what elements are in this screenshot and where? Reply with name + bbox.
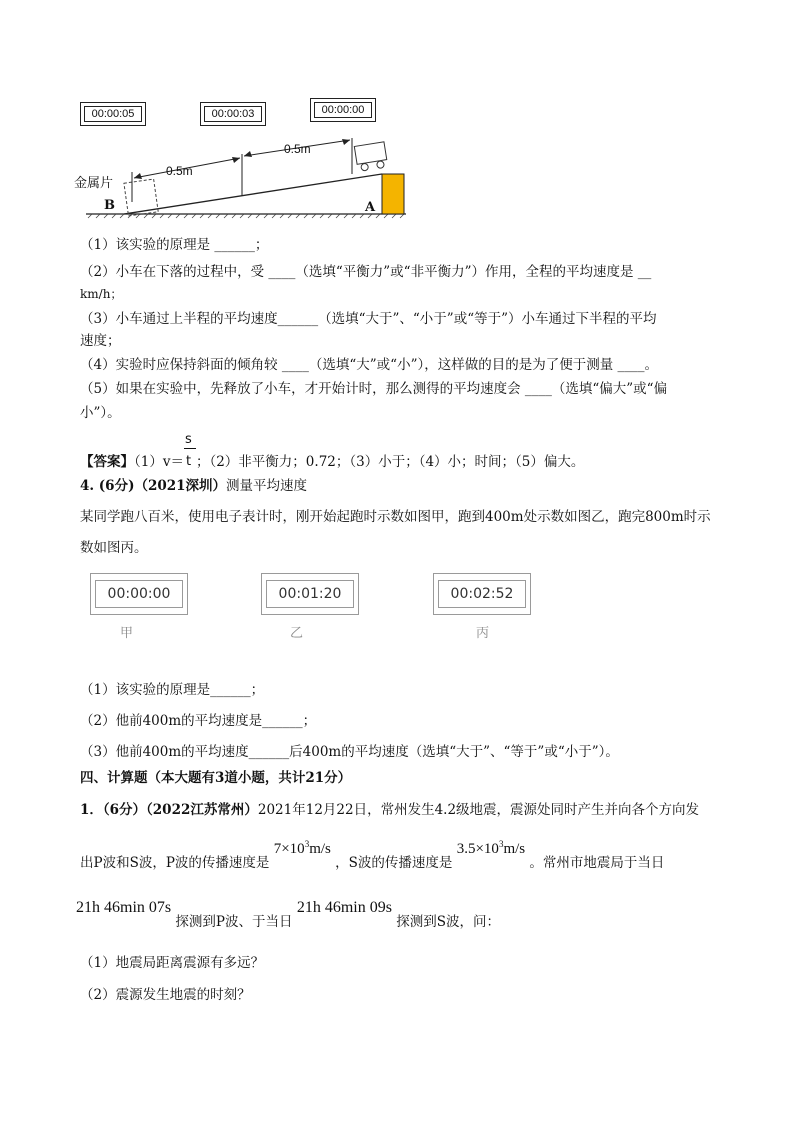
p-wave-time: 21h 46min 07s	[76, 899, 172, 916]
calc1-line2	[80, 839, 665, 873]
q4-intro-line2: 数如图丙。	[80, 540, 148, 556]
q4-item-2: （2）他前400m的平均速度是______；	[80, 713, 317, 729]
stopwatch-bing-time: 00:02:52	[438, 580, 526, 608]
timer-top	[310, 98, 376, 122]
point-b-label: B	[104, 198, 115, 213]
stopwatch-jia-label: 甲	[120, 626, 134, 641]
calc1-line3-b: 探测到S波，问：	[396, 914, 500, 930]
calc1-line3-a: 探测到P波、于当日	[175, 914, 293, 930]
s-wave-time: 21h 46min 09s	[296, 899, 392, 916]
stopwatch-yi-label: 乙	[290, 626, 304, 641]
calc1-line2-a: 出P波和S波，P波的传播速度是	[80, 855, 270, 871]
q3-answer	[80, 432, 585, 472]
s-speed-unit: m/s	[503, 841, 526, 857]
fraction-denominator: t	[185, 454, 192, 469]
distance-label-left: 0.5m	[166, 164, 193, 178]
q4-item-1: （1）该实验的原理是______；	[80, 682, 265, 698]
calc1-line1	[80, 800, 699, 820]
q3-item-3: （3）小车通过上半程的平均速度______（选填“大于”、“小于”或“等于”）小车通过下半程的平均	[80, 311, 657, 327]
timer-top-value: 00:00:00	[321, 104, 365, 116]
q3-item-4: （4）实验时应保持斜面的倾角较 ____（选填“大”或“小”），这样做的目的是为了便于测量 ____。	[80, 357, 659, 373]
stopwatch-jia-time: 00:00:00	[95, 580, 183, 608]
calc1-item-1: （1）地震局距离震源有多远？	[80, 955, 265, 971]
q3-item-5: （5）如果在实验中，先释放了小车，才开始计时，那么测得的平均速度会 ____（选填“偏大”或“偏	[80, 381, 668, 397]
timer-bottom-value: 00:00:05	[91, 108, 135, 120]
q3-item-2: （2）小车在下落的过程中，受 ____（选填“平衡力”或“非平衡力”）作用，全程的平均速度是 __	[80, 264, 652, 280]
stopwatch-display-jia	[90, 573, 188, 615]
timer-middle	[200, 102, 266, 126]
timer-bottom	[80, 102, 146, 126]
p-speed-unit: m/s	[309, 841, 331, 857]
s-speed-base: 3.5×10	[456, 841, 499, 857]
q4-heading-number: 4. (6分)（2021深圳）	[80, 478, 227, 494]
incline-figure	[76, 96, 416, 226]
point-a-label: A	[365, 200, 376, 215]
q3-item-1: （1）该实验的原理是 ______；	[80, 237, 269, 253]
section-four-title: 四、计算题（本大题有3道小题，共计21分）	[80, 770, 352, 786]
answer-label: 【答案】	[80, 454, 134, 470]
calc1-heading: 1．（6分）（2022江苏常州）	[80, 802, 258, 818]
q4-heading-title: 测量平均速度	[226, 478, 308, 494]
calc1-line1-text: 2021年12月22日，常州发生4.2级地震，震源处同时产生并向各个方向发	[257, 802, 700, 818]
answer-rest: ；（2）非平衡力；0.72；（3）小于；（4）小；时间；（5）偏大。	[195, 454, 585, 470]
q3-item-5-cont: 小”）。	[80, 405, 121, 421]
stopwatch-yi-time: 00:01:20	[266, 580, 354, 608]
stopwatch-bing-label: 丙	[476, 626, 490, 641]
calc1-item-2: （2）震源发生地震的时刻？	[80, 987, 251, 1003]
s-wave-speed	[457, 841, 525, 857]
p-speed-exp: 3	[304, 839, 310, 849]
stopwatch-display-yi	[261, 573, 359, 615]
stopwatch-display-bing	[433, 573, 531, 615]
fraction-numerator: s	[184, 432, 192, 447]
calc1-line3	[76, 899, 500, 932]
q4-heading	[80, 476, 307, 496]
q4-item-3: （3）他前400m的平均速度______后400m的平均速度（选填“大于”、“等于”或“小于”）。	[80, 744, 619, 760]
distance-label-right: 0.5m	[284, 142, 311, 156]
calc1-line2-c: 。常州市地震局于当日	[529, 855, 665, 871]
calc1-line2-b: ，S波的传播速度是	[335, 855, 453, 871]
timer-middle-value: 00:00:03	[211, 108, 255, 120]
p-wave-speed	[274, 841, 331, 857]
answer-prefix: （1）v＝	[134, 454, 184, 470]
q4-intro-line1: 某同学跑八百米，使用电子表计时，刚开始起跑时示数如图甲，跑到400m处示数如图乙，跑完800m时示	[80, 509, 711, 525]
answer-fraction	[184, 432, 196, 472]
q3-item-3-cont: 速度；	[80, 333, 121, 349]
fraction-bar	[184, 448, 196, 449]
q3-item-2-unit: km/h；	[80, 287, 123, 301]
p-speed-base: 7×10	[273, 841, 305, 857]
s-speed-exp: 3	[498, 839, 504, 849]
metal-plate-label: 金属片	[74, 176, 114, 191]
